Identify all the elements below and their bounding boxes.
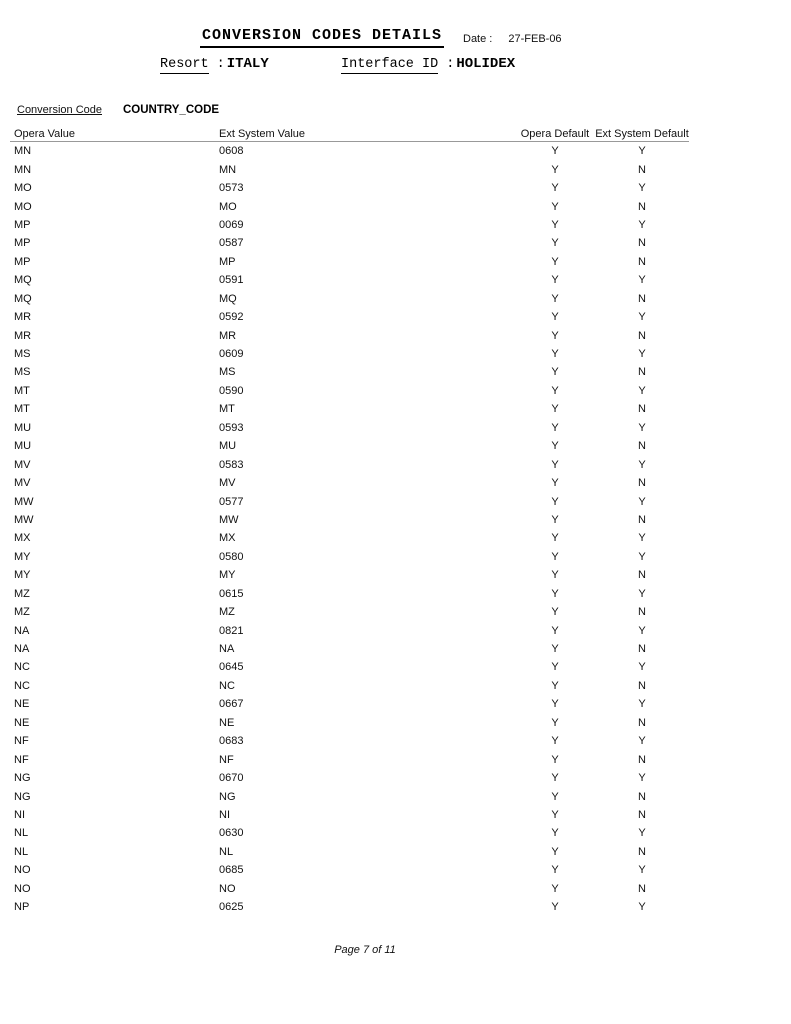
cell-ext-system-value: 0645 [219, 661, 244, 674]
cell-opera-default: Y [551, 274, 559, 287]
table-row [10, 400, 689, 418]
table-row [10, 880, 689, 898]
table-row [10, 861, 689, 879]
cell-opera-value: MQ [14, 274, 32, 287]
cell-ext-system-default: N [638, 513, 646, 526]
cell-ext-system-default: Y [638, 661, 646, 674]
cell-ext-system-default: Y [638, 311, 646, 324]
cell-opera-default: Y [551, 827, 559, 840]
cell-ext-system-default: Y [638, 348, 646, 361]
cell-ext-system-default: Y [638, 735, 646, 748]
cell-ext-system-value: MW [219, 513, 239, 526]
table-header-row [10, 126, 689, 142]
cell-ext-system-value: 0667 [219, 698, 244, 711]
cell-ext-system-default: N [638, 163, 646, 176]
cell-ext-system-default: N [638, 477, 646, 490]
resort-label: Resort [160, 57, 209, 72]
cell-opera-value: NC [14, 679, 30, 692]
table-row [10, 548, 689, 566]
cell-opera-value: MP [14, 255, 31, 268]
cell-opera-default: Y [551, 698, 559, 711]
cell-opera-default: Y [551, 569, 559, 582]
cell-ext-system-value: MY [219, 569, 236, 582]
cell-ext-system-value: 0592 [219, 311, 244, 324]
cell-ext-system-default: Y [638, 458, 646, 471]
cell-opera-value: NO [14, 882, 31, 895]
table-row [10, 843, 689, 861]
cell-opera-value: NF [14, 753, 29, 766]
cell-ext-system-default: Y [638, 550, 646, 563]
cell-ext-system-value: NC [219, 679, 235, 692]
cell-ext-system-value: NL [219, 845, 234, 858]
resort-value: ITALY [226, 56, 269, 72]
cell-ext-system-value: MR [219, 329, 237, 342]
table-row [10, 197, 689, 215]
cell-ext-system-default: N [638, 200, 646, 213]
resort-field [160, 56, 269, 72]
cell-opera-default: Y [551, 679, 559, 692]
cell-ext-system-value: 0591 [219, 274, 244, 287]
cell-opera-default: Y [551, 587, 559, 600]
cell-ext-system-default: N [638, 366, 646, 379]
table-row [10, 898, 689, 916]
cell-opera-default: Y [551, 550, 559, 563]
cell-ext-system-default: Y [638, 624, 646, 637]
table-row [10, 603, 689, 621]
cell-opera-value: MU [14, 421, 32, 434]
cell-ext-system-value: 0587 [219, 237, 244, 250]
cell-opera-default: Y [551, 329, 559, 342]
cell-opera-value: NE [14, 716, 30, 729]
cell-ext-system-value: 0821 [219, 624, 244, 637]
cell-ext-system-default: N [638, 403, 646, 416]
table-row [10, 419, 689, 437]
table-row [10, 271, 689, 289]
cell-opera-default: Y [551, 255, 559, 268]
cell-ext-system-value: MT [219, 403, 235, 416]
cell-ext-system-default: N [638, 808, 646, 821]
cell-opera-value: MW [14, 513, 34, 526]
column-header-ext-system-value: Ext System Value [219, 127, 305, 140]
cell-ext-system-value: MP [219, 255, 236, 268]
cell-ext-system-default: N [638, 753, 646, 766]
table-row [10, 806, 689, 824]
cell-opera-value: NF [14, 735, 29, 748]
conversion-code-label: Conversion Code [17, 104, 102, 116]
table-row [10, 824, 689, 842]
table-row [10, 769, 689, 787]
table-body [10, 142, 689, 916]
interface-id-value: HOLIDEX [456, 56, 516, 72]
resort-colon: : [216, 57, 225, 72]
cell-ext-system-value: 0615 [219, 587, 244, 600]
cell-opera-default: Y [551, 532, 559, 545]
cell-ext-system-default: N [638, 569, 646, 582]
cell-opera-default: Y [551, 808, 559, 821]
table-row [10, 750, 689, 768]
cell-ext-system-value: NA [219, 643, 235, 656]
cell-ext-system-value: MN [219, 163, 237, 176]
table-row [10, 326, 689, 344]
cell-ext-system-value: 0580 [219, 550, 244, 563]
cell-opera-value: NA [14, 643, 30, 656]
cell-opera-value: MS [14, 348, 31, 361]
column-header-opera-default: Opera Default [520, 127, 590, 140]
cell-opera-value: NI [14, 808, 25, 821]
table-row [10, 382, 689, 400]
cell-opera-value: MO [14, 182, 32, 195]
cell-ext-system-value: 0593 [219, 421, 244, 434]
cell-ext-system-value: NO [219, 882, 236, 895]
cell-ext-system-value: NG [219, 790, 236, 803]
cell-opera-default: Y [551, 716, 559, 729]
cell-ext-system-value: NE [219, 716, 235, 729]
page-title: CONVERSION CODES DETAILS [200, 27, 444, 48]
cell-opera-default: Y [551, 643, 559, 656]
interface-id-label: Interface ID [341, 57, 439, 72]
cell-ext-system-value: NF [219, 753, 234, 766]
cell-ext-system-value: MZ [219, 606, 235, 619]
cell-ext-system-default: Y [638, 495, 646, 508]
cell-opera-value: MZ [14, 606, 30, 619]
cell-ext-system-default: N [638, 255, 646, 268]
table-row [10, 640, 689, 658]
cell-opera-default: Y [551, 218, 559, 231]
cell-ext-system-default: Y [638, 532, 646, 545]
cell-opera-default: Y [551, 348, 559, 361]
table-row [10, 511, 689, 529]
cell-opera-value: MQ [14, 292, 32, 305]
table-row [10, 142, 689, 160]
conversion-codes-table [10, 126, 689, 916]
cell-ext-system-value: MV [219, 477, 236, 490]
cell-opera-value: MN [14, 145, 32, 158]
interface-id-field [341, 56, 515, 72]
cell-opera-default: Y [551, 661, 559, 674]
cell-ext-system-default: Y [638, 587, 646, 600]
cell-opera-value: MW [14, 495, 34, 508]
cell-opera-value: NP [14, 901, 30, 914]
table-row [10, 345, 689, 363]
cell-ext-system-value: 0670 [219, 772, 244, 785]
cell-opera-default: Y [551, 200, 559, 213]
cell-opera-value: NG [14, 772, 31, 785]
cell-opera-value: MR [14, 311, 32, 324]
table-row [10, 787, 689, 805]
cell-opera-value: MO [14, 200, 32, 213]
cell-ext-system-default: Y [638, 827, 646, 840]
cell-opera-default: Y [551, 882, 559, 895]
table-row [10, 732, 689, 750]
cell-opera-value: MT [14, 384, 30, 397]
column-header-opera-value: Opera Value [14, 127, 75, 140]
cell-opera-default: Y [551, 606, 559, 619]
cell-opera-default: Y [551, 772, 559, 785]
cell-opera-default: Y [551, 735, 559, 748]
cell-opera-value: MY [14, 550, 31, 563]
cell-opera-default: Y [551, 163, 559, 176]
cell-ext-system-default: N [638, 643, 646, 656]
cell-opera-default: Y [551, 366, 559, 379]
cell-opera-value: MR [14, 329, 32, 342]
cell-opera-value: NA [14, 624, 30, 637]
cell-ext-system-default: Y [638, 421, 646, 434]
cell-ext-system-value: 0577 [219, 495, 244, 508]
table-row [10, 455, 689, 473]
cell-ext-system-default: Y [638, 698, 646, 711]
cell-ext-system-default: Y [638, 145, 646, 158]
cell-ext-system-default: Y [638, 864, 646, 877]
cell-opera-default: Y [551, 477, 559, 490]
cell-opera-value: MY [14, 569, 31, 582]
conversion-code-field [17, 104, 219, 116]
cell-opera-default: Y [551, 845, 559, 858]
cell-ext-system-value: MO [219, 200, 237, 213]
table-row [10, 677, 689, 695]
cell-ext-system-default: N [638, 606, 646, 619]
cell-opera-default: Y [551, 513, 559, 526]
date-group [463, 33, 562, 45]
cell-ext-system-default: Y [638, 182, 646, 195]
cell-opera-default: Y [551, 145, 559, 158]
table-row [10, 216, 689, 234]
cell-ext-system-value: 0609 [219, 348, 244, 361]
cell-ext-system-default: N [638, 329, 646, 342]
table-row [10, 714, 689, 732]
cell-opera-default: Y [551, 421, 559, 434]
cell-ext-system-default: Y [638, 274, 646, 287]
cell-ext-system-value: 0069 [219, 218, 244, 231]
cell-opera-default: Y [551, 182, 559, 195]
cell-opera-value: NC [14, 661, 30, 674]
cell-ext-system-default: N [638, 716, 646, 729]
cell-ext-system-default: Y [638, 384, 646, 397]
cell-opera-default: Y [551, 624, 559, 637]
table-row [10, 566, 689, 584]
cell-opera-value: MV [14, 458, 31, 471]
cell-ext-system-value: 0630 [219, 827, 244, 840]
cell-ext-system-value: 0683 [219, 735, 244, 748]
cell-ext-system-default: N [638, 845, 646, 858]
interface-id-colon: : [446, 57, 455, 72]
table-row [10, 234, 689, 252]
cell-ext-system-value: 0583 [219, 458, 244, 471]
table-row [10, 585, 689, 603]
cell-ext-system-value: 0625 [219, 901, 244, 914]
cell-ext-system-value: 0685 [219, 864, 244, 877]
table-row [10, 529, 689, 547]
cell-ext-system-default: N [638, 679, 646, 692]
conversion-code-value: COUNTRY_CODE [123, 104, 220, 116]
table-row [10, 474, 689, 492]
cell-opera-default: Y [551, 403, 559, 416]
cell-opera-value: NE [14, 698, 30, 711]
table-row [10, 695, 689, 713]
cell-opera-default: Y [551, 495, 559, 508]
table-row [10, 492, 689, 510]
cell-opera-value: MZ [14, 587, 30, 600]
cell-opera-value: MN [14, 163, 32, 176]
date-value: 27-FEB-06 [508, 33, 562, 45]
cell-opera-value: MX [14, 532, 31, 545]
cell-opera-value: NG [14, 790, 31, 803]
cell-opera-value: NO [14, 864, 31, 877]
cell-opera-default: Y [551, 790, 559, 803]
cell-opera-value: MT [14, 403, 30, 416]
cell-opera-value: NL [14, 827, 29, 840]
cell-ext-system-default: N [638, 790, 646, 803]
cell-opera-value: MP [14, 237, 31, 250]
table-row [10, 290, 689, 308]
cell-opera-value: MV [14, 477, 31, 490]
table-row [10, 363, 689, 381]
cell-ext-system-value: 0590 [219, 384, 244, 397]
column-header-ext-system-default: Ext System Default [595, 127, 689, 140]
cell-ext-system-value: MQ [219, 292, 237, 305]
cell-opera-default: Y [551, 753, 559, 766]
cell-opera-value: MP [14, 218, 31, 231]
cell-ext-system-value: 0573 [219, 182, 244, 195]
table-row [10, 621, 689, 639]
cell-opera-default: Y [551, 292, 559, 305]
cell-ext-system-value: MX [219, 532, 236, 545]
table-row [10, 253, 689, 271]
cell-opera-default: Y [551, 384, 559, 397]
cell-ext-system-default: Y [638, 218, 646, 231]
cell-ext-system-value: MU [219, 440, 237, 453]
cell-opera-default: Y [551, 440, 559, 453]
cell-ext-system-default: Y [638, 772, 646, 785]
cell-ext-system-default: Y [638, 901, 646, 914]
cell-opera-default: Y [551, 237, 559, 250]
cell-opera-default: Y [551, 458, 559, 471]
table-row [10, 658, 689, 676]
table-row [10, 308, 689, 326]
cell-ext-system-default: N [638, 882, 646, 895]
page-number: Page 7 of 11 [334, 944, 396, 956]
table-row [10, 179, 689, 197]
date-label: Date : [463, 33, 493, 45]
cell-opera-default: Y [551, 901, 559, 914]
cell-ext-system-default: N [638, 237, 646, 250]
cell-opera-value: MU [14, 440, 32, 453]
cell-opera-default: Y [551, 864, 559, 877]
cell-opera-default: Y [551, 311, 559, 324]
cell-opera-value: MS [14, 366, 31, 379]
table-row [10, 437, 689, 455]
cell-opera-value: NL [14, 845, 29, 858]
cell-ext-system-default: N [638, 440, 646, 453]
cell-ext-system-value: 0608 [219, 145, 244, 158]
cell-ext-system-value: MS [219, 366, 236, 379]
table-row [10, 160, 689, 178]
cell-ext-system-default: N [638, 292, 646, 305]
cell-ext-system-value: NI [219, 808, 230, 821]
